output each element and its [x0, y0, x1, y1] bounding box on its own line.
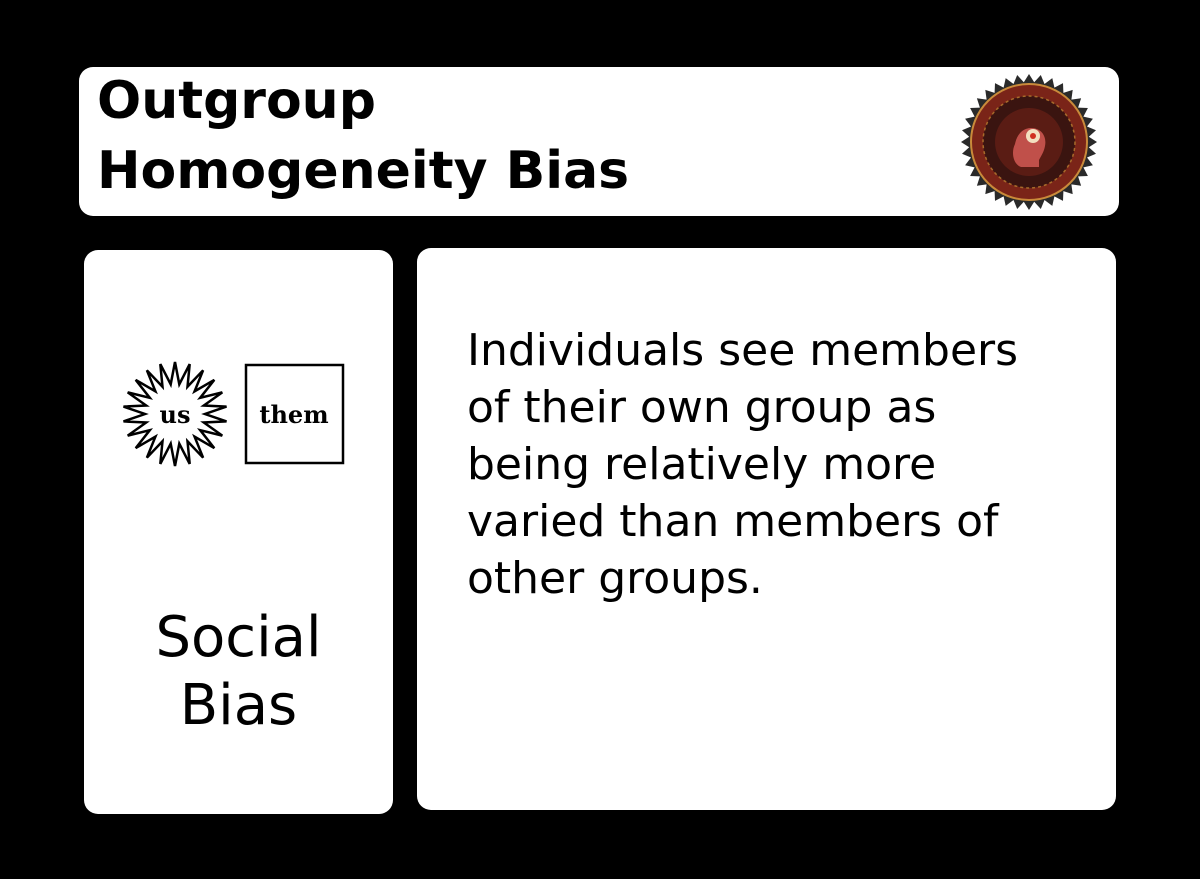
description-line: Individuals see members: [467, 325, 1019, 376]
description-line: other groups.: [467, 553, 763, 604]
us-them-figure: [122, 358, 347, 473]
description-line: of their own group as: [467, 382, 937, 433]
category-card: [84, 250, 393, 814]
them-label: them: [259, 400, 329, 429]
category-label-line-1: Social: [155, 605, 322, 670]
logo-badge-icon: [961, 72, 1097, 212]
description-line: varied than members of: [467, 496, 999, 547]
description-card: [417, 248, 1116, 810]
title-line-2: Homogeneity Bias: [97, 141, 630, 201]
description-line: being relatively more: [467, 439, 937, 490]
us-label: us: [159, 400, 191, 429]
title-line-1: Outgroup: [97, 71, 376, 131]
title-card: [79, 67, 1119, 216]
category-label-line-2: Bias: [179, 673, 298, 738]
